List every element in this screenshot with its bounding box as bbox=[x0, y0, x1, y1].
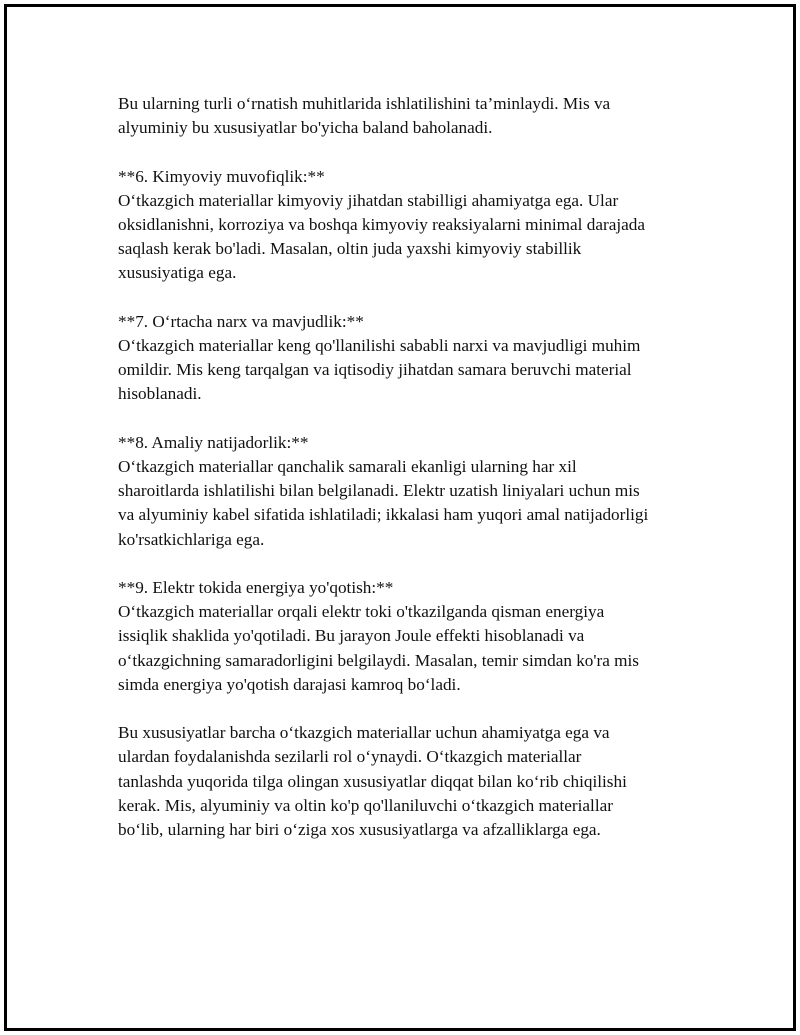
section-heading: **7. O‘rtacha narx va mavjudlik:** bbox=[118, 311, 364, 331]
conclusion-paragraph: Bu xususiyatlar barcha o‘tkazgich materiallar uchun ahamiyatga ega va ulardan foydalanishda sezilarli rol o‘ynaydi. O‘tkazgich materiallar tanlashda yuqorida tilga olingan xususiyatlar diqqat bilan ko‘rib chiqilishi kerak. Mis, alyuminiy va oltin ko'p qo'llaniluvchi o‘tkazgich materiallar bo‘lib, ularning har biri o‘ziga xos xususiyatlarga va afzalliklarga ega. bbox=[118, 723, 627, 840]
section-9 bbox=[118, 576, 698, 697]
section-body: O‘tkazgich materiallar qanchalik samarali ekanligi ularning har xil sharoitlarda ishlatilishi bilan belgilanadi. Elektr uzatish liniyalari uchun mis va alyuminiy kabel sifatida ishlatiladi; ikkalasi ham yuqori amal natijadorligi ko'rsatkichlariga ega. bbox=[118, 457, 649, 549]
section-body: O‘tkazgich materiallar kimyoviy jihatdan stabilligi ahamiyatga ega. Ular oksidlanishni, korroziya va boshqa kimyoviy reaksiyalarni minimal darajada saqlash kerak bo'ladi. Masalan, oltin juda yaxshi kimyoviy stabillik xususiyatiga ega. bbox=[118, 190, 645, 283]
document-body bbox=[118, 92, 698, 866]
section-heading: **6. Kimyoviy muvofiqlik:** bbox=[118, 166, 325, 186]
section-8 bbox=[118, 431, 698, 552]
section-body: O‘tkazgich materiallar keng qo'llanilishi sababli narxi va mavjudligi muhim omildir. Mis keng tarqalgan va iqtisodiy jihatdan samara beruvchi material hisoblanadi. bbox=[118, 336, 641, 404]
section-7 bbox=[118, 310, 698, 407]
intro-paragraph: Bu ularning turli o‘rnatish muhitlarida ishlatilishini ta’minlaydi. Mis va alyuminiy bu xususiyatlar bo'yicha baland baholanadi. bbox=[118, 94, 611, 138]
section-body: O‘tkazgich materiallar orqali elektr toki o'tkazilganda qisman energiya issiqlik shaklida yo'qotiladi. Bu jarayon Joule effekti hisoblanadi va o‘tkazgichning samaradorligini belgilaydi. Masalan, temir simdan ko'ra mis simda energiya yo'qotish darajasi kamroq bo‘ladi. bbox=[118, 602, 639, 694]
section-6 bbox=[118, 165, 698, 286]
section-heading: **8. Amaliy natijadorlik:** bbox=[118, 432, 309, 452]
section-heading: **9. Elektr tokida energiya yo'qotish:** bbox=[118, 578, 394, 597]
